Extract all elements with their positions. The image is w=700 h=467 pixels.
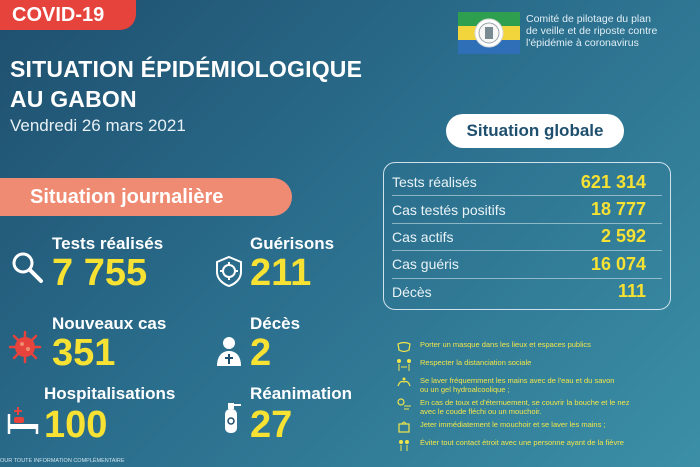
- stat-label-icu: Réanimation: [250, 384, 353, 403]
- committee-label: [526, 13, 698, 49]
- table-row: [392, 279, 662, 305]
- table-row: [392, 196, 662, 223]
- tissue-icon: [396, 420, 412, 434]
- row-value-tests: 621 314: [580, 171, 646, 192]
- row-label-deaths: Décès: [392, 283, 432, 300]
- tip-text: Éviter tout contact étroit avec une personne ayant de la fièvre: [420, 438, 624, 447]
- footer-note: OUR TOUTE INFORMATION COMPLÉMENTAIRE: [0, 458, 125, 464]
- row-label-recovered: Cas guéris: [392, 256, 459, 273]
- list-item: [396, 358, 696, 376]
- stat-value-deaths: 2: [250, 332, 272, 374]
- committee-line-2: de veille et de riposte contre: [526, 25, 658, 37]
- list-item: [396, 398, 696, 420]
- row-value-recovered: 16 074: [590, 253, 646, 274]
- tip-text: Se laver fréquemment les mains avec de l'eau et du savon: [420, 376, 615, 385]
- report-date: Vendredi 26 mars 2021: [10, 116, 186, 135]
- committee-line-1: Comité de pilotage du plan: [526, 13, 651, 25]
- fever-icon: [396, 438, 412, 452]
- list-item: [396, 420, 696, 438]
- stat-value-recoveries: 211: [250, 252, 312, 294]
- global-situation-title: Situation globale: [446, 114, 624, 148]
- tip-text: Porter un masque dans les lieux et espaces publics: [420, 340, 591, 349]
- oxygen-bottle-icon: [214, 400, 248, 434]
- tip-text: avec le coude fléchi ou un mouchoir.: [420, 407, 542, 416]
- tip-text: ou un gel hydroalcoolique ;: [420, 385, 510, 394]
- stat-label-recoveries: Guérisons: [250, 234, 335, 253]
- stat-label-hospitalisations: Hospitalisations: [44, 384, 176, 403]
- stat-value-new-cases: 351: [52, 332, 116, 374]
- virus-icon: [8, 330, 42, 364]
- row-label-tests: Tests réalisés: [392, 174, 477, 191]
- table-row: [392, 251, 662, 278]
- list-item: [396, 438, 696, 452]
- committee-line-3: l'épidémie à coronavirus: [526, 37, 639, 49]
- daily-situation-title: Situation journalière: [0, 178, 292, 216]
- covid-tag: COVID-19: [0, 0, 136, 30]
- tip-text: En cas de toux et d'éternuement, se couvrir la bouche et le nez: [420, 398, 630, 407]
- virus-shield-icon: [212, 254, 246, 288]
- page-title: [10, 54, 362, 114]
- table-row: [392, 224, 662, 251]
- stat-value-icu: 27: [250, 404, 293, 446]
- handwash-icon: [396, 376, 412, 390]
- stat-value-tests: 7 755: [52, 252, 148, 294]
- table-row: [392, 169, 662, 196]
- cough-icon: [396, 398, 412, 412]
- prevention-tips: [396, 340, 696, 452]
- tip-text: Respecter la distanciation sociale: [420, 358, 532, 367]
- list-item: [396, 376, 696, 398]
- row-label-active: Cas actifs: [392, 228, 454, 245]
- mask-icon: [396, 340, 412, 354]
- row-value-positive: 18 777: [590, 199, 646, 220]
- distance-icon: [396, 358, 412, 372]
- tip-text: Jeter immédiatement le mouchoir et se laver les mains ;: [420, 420, 606, 429]
- row-label-positive: Cas testés positifs: [392, 201, 506, 218]
- stat-label-deaths: Décès: [250, 314, 301, 333]
- stat-label-tests: Tests réalisés: [52, 234, 164, 253]
- magnifier-icon: [10, 250, 44, 284]
- title-line-1: SITUATION ÉPIDÉMIOLOGIQUE: [10, 56, 363, 82]
- gabon-flag-logo: [458, 12, 520, 54]
- title-line-2: AU GABON: [10, 86, 137, 112]
- stat-value-hospitalisations: 100: [44, 404, 108, 446]
- person-icon: [212, 334, 246, 368]
- row-value-active: 2 592: [600, 226, 646, 247]
- list-item: [396, 340, 696, 358]
- row-value-deaths: 111: [617, 281, 646, 302]
- hospital-bed-icon: [6, 404, 40, 438]
- global-stats-table: [383, 162, 671, 310]
- stat-label-new-cases: Nouveaux cas: [52, 314, 167, 333]
